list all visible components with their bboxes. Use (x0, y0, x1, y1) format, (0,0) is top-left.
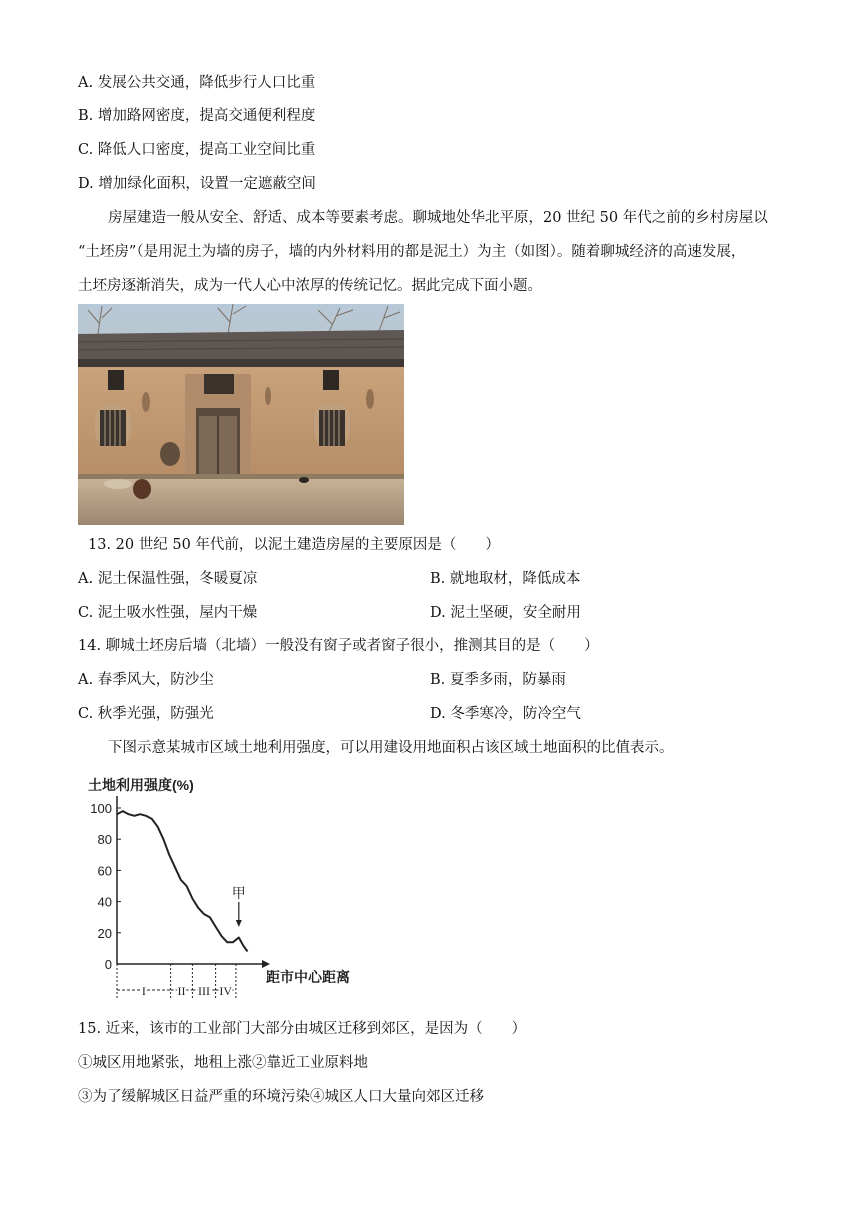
question-15: 15. 近来，该市的工业部门大部分由城区迁移到郊区，是因为（ ） (78, 1021, 527, 1037)
marker-arrow-head (236, 920, 242, 927)
y-tick-label: 0 (104, 957, 112, 972)
y-tick-label: 40 (97, 894, 112, 910)
x-axis-label: 距市中心距离 (266, 969, 350, 985)
passage-line: 土坯房逐渐消失，成为一代人心中浓厚的传统记忆。据此完成下面小题。 (78, 278, 542, 294)
q15-options-1-2: ①城区用地紧张，地租上涨②靠近工业原料地 (78, 1055, 368, 1071)
marker-label: 甲 (231, 886, 246, 902)
adobe-house-photo (78, 304, 404, 525)
option-a: A. 发展公共交通，降低步行人口比重 (78, 75, 316, 91)
zone-label: I (141, 984, 146, 998)
question-14: 14. 聊城土坯房后墙（北墙）一般没有窗子或者窗子很小，推测其目的是（ ） (78, 638, 599, 654)
passage-line: 房屋建造一般从安全、舒适、成本等要素考虑。聊城地处华北平原，20 世纪 50 年代之前的乡村房屋以 (108, 210, 768, 226)
zone-label: III (198, 984, 210, 998)
q13-option-d: D. 泥土坚硬，安全耐用 (430, 605, 581, 621)
land-use-intensity-chart (84, 770, 364, 1006)
option-c: C. 降低人口密度，提高工业空间比重 (78, 142, 316, 158)
option-d: D. 增加绿化面积，设置一定遮蔽空间 (78, 176, 316, 192)
y-tick-label: 100 (90, 801, 112, 816)
passage-line: “土坯房”（是用泥土为墙的房子，墙的内外材料用的都是泥土）为主（如图）。随着聊城经济的高速发展， (78, 244, 746, 260)
land-use-curve (117, 811, 248, 951)
q13-option-c: C. 泥土吸水性强，屋内干燥 (78, 605, 258, 621)
q13-option-b: B. 就地取材，降低成本 (430, 571, 581, 587)
zone-label: IV (219, 984, 233, 998)
y-axis-label: 土地利用强度(%) (88, 777, 194, 793)
q13-option-a: A. 泥土保温性强，冬暖夏凉 (78, 571, 258, 587)
option-b: B. 增加路网密度，提高交通便利程度 (78, 108, 316, 124)
q15-options-3-4: ③为了缓解城区日益严重的环境污染④城区人口大量向郊区迁移 (78, 1089, 484, 1105)
q14-option-a: A. 春季风大，防沙尘 (78, 672, 214, 688)
passage-2: 下图示意某城市区域土地利用强度，可以用建设用地面积占该区域土地面积的比值表示。 (108, 740, 674, 756)
zone-label: II (177, 984, 186, 998)
q14-option-c: C. 秋季光强，防强光 (78, 706, 214, 722)
y-tick-label: 20 (97, 925, 112, 941)
q14-option-d: D. 冬季寒冷，防冷空气 (430, 706, 581, 722)
q14-option-b: B. 夏季多雨，防暴雨 (430, 672, 566, 688)
y-tick-label: 60 (97, 863, 112, 879)
question-13: 13. 20 世纪 50 年代前，以泥土建造房屋的主要原因是（ ） (88, 537, 500, 553)
x-axis-arrow (262, 960, 270, 968)
y-tick-label: 80 (97, 832, 112, 848)
